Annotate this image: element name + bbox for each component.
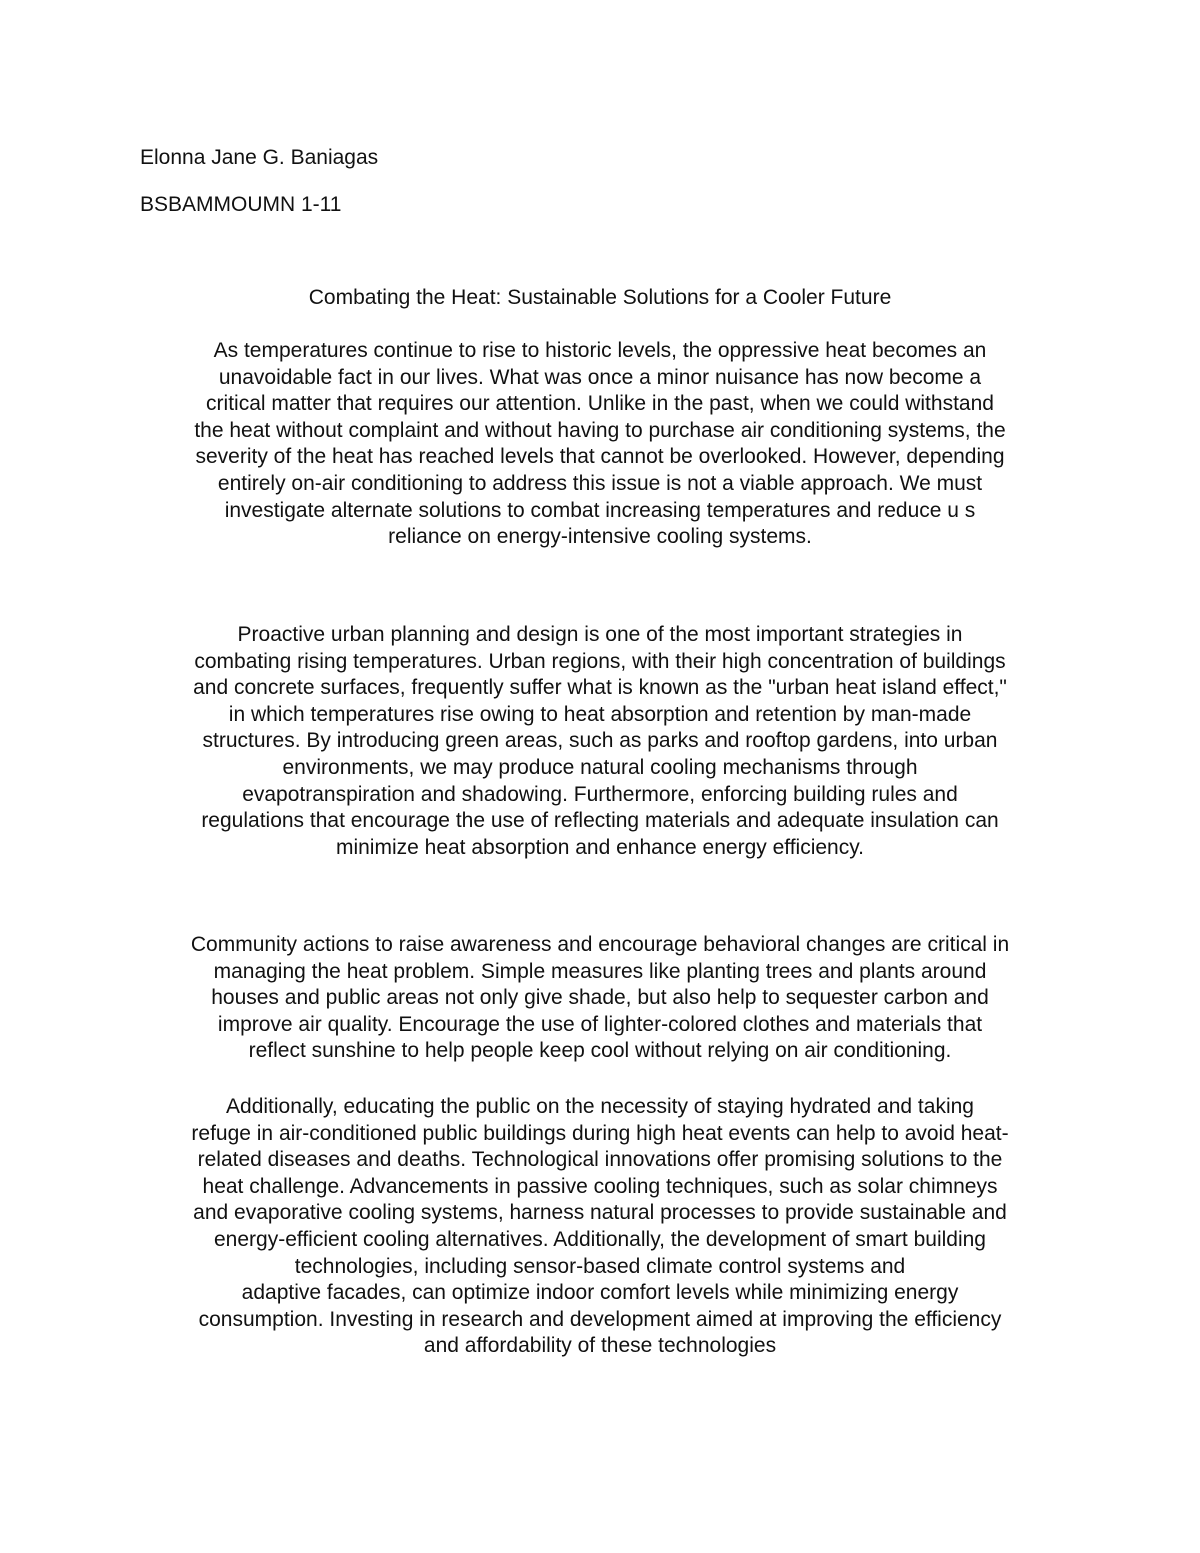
text-line: investigate alternate solutions to combat increasing temperatures and reduce u s (224, 498, 976, 522)
text-line: unavoidable fact in our lives. What was once a minor nuisance has now become a (218, 365, 982, 389)
author-name: Elonna Jane G. Baniagas (140, 146, 379, 169)
text-line: minimize heat absorption and enhance energy efficiency. (335, 835, 865, 859)
paragraph-4 (130, 1094, 1070, 1360)
paragraph-1 (130, 338, 1070, 551)
text-line: environments, we may produce natural cooling mechanisms through (282, 755, 918, 779)
text-line: combating rising temperatures. Urban regions, with their high concentration of buildings (194, 649, 1006, 673)
text-line: regulations that encourage the use of reflecting materials and adequate insulation can (201, 809, 999, 833)
text-line: improve air quality. Encourage the use of lighter-colored clothes and materials that (217, 1012, 983, 1036)
text-line: and affordability of these technologies (423, 1334, 777, 1358)
text-line: consumption. Investing in research and development aimed at improving the efficiency (198, 1307, 1002, 1331)
paragraph-3 (130, 932, 1070, 1065)
text-line: adaptive facades, can optimize indoor comfort levels while minimizing energy (241, 1281, 959, 1305)
text-line: refuge in air-conditioned public buildings during high heat events can help to avoid heat- (191, 1121, 1009, 1145)
paragraph-2 (130, 622, 1070, 861)
text-line: the heat without complaint and without having to purchase air conditioning systems, the (194, 418, 1006, 442)
text-line: related diseases and deaths. Technological innovations offer promising solutions to the (197, 1148, 1003, 1172)
text-line: evapotranspiration and shadowing. Furthermore, enforcing building rules and (242, 782, 958, 806)
text-line: Proactive urban planning and design is one of the most important strategies in (237, 623, 963, 646)
text-line: entirely on-air conditioning to address this issue is not a viable approach. We must (217, 471, 983, 495)
text-line: Community actions to raise awareness and encourage behavioral changes are critical in (190, 933, 1010, 956)
course-section: BSBAMMOUMN 1-11 (140, 193, 342, 216)
text-line: reflect sunshine to help people keep cool without relying on air conditioning. (248, 1039, 952, 1063)
text-line: heat challenge. Advancements in passive cooling techniques, such as solar chimneys (202, 1174, 998, 1198)
text-line: in which temperatures rise owing to heat absorption and retention by man-made (228, 702, 972, 726)
text-line: Additionally, educating the public on the necessity of staying hydrated and taking (226, 1095, 974, 1118)
essay-title: Combating the Heat: Sustainable Solutions for a Cooler Future (308, 286, 892, 309)
text-line: critical matter that requires our attention. Unlike in the past, when we could withstand (206, 392, 994, 416)
text-line: and concrete surfaces, frequently suffer what is known as the "urban heat island effect," (193, 676, 1007, 700)
text-line: and evaporative cooling systems, harness natural processes to provide sustainable and (193, 1201, 1007, 1225)
text-line: reliance on energy-intensive cooling systems. (388, 525, 812, 549)
text-line: energy-efficient cooling alternatives. Additionally, the development of smart building (213, 1227, 986, 1251)
text-line: houses and public areas not only give shade, but also help to sequester carbon and (211, 986, 989, 1010)
text-line: structures. By introducing green areas, such as parks and rooftop gardens, into urban (202, 729, 998, 753)
text-line: technologies, including sensor-based climate control systems and (294, 1254, 906, 1278)
text-line: severity of the heat has reached levels that cannot be overlooked. However, depending (195, 445, 1005, 469)
text-line: managing the heat problem. Simple measures like planting trees and plants around (213, 959, 987, 983)
text-line: As temperatures continue to rise to historic levels, the oppressive heat becomes an (213, 339, 987, 362)
